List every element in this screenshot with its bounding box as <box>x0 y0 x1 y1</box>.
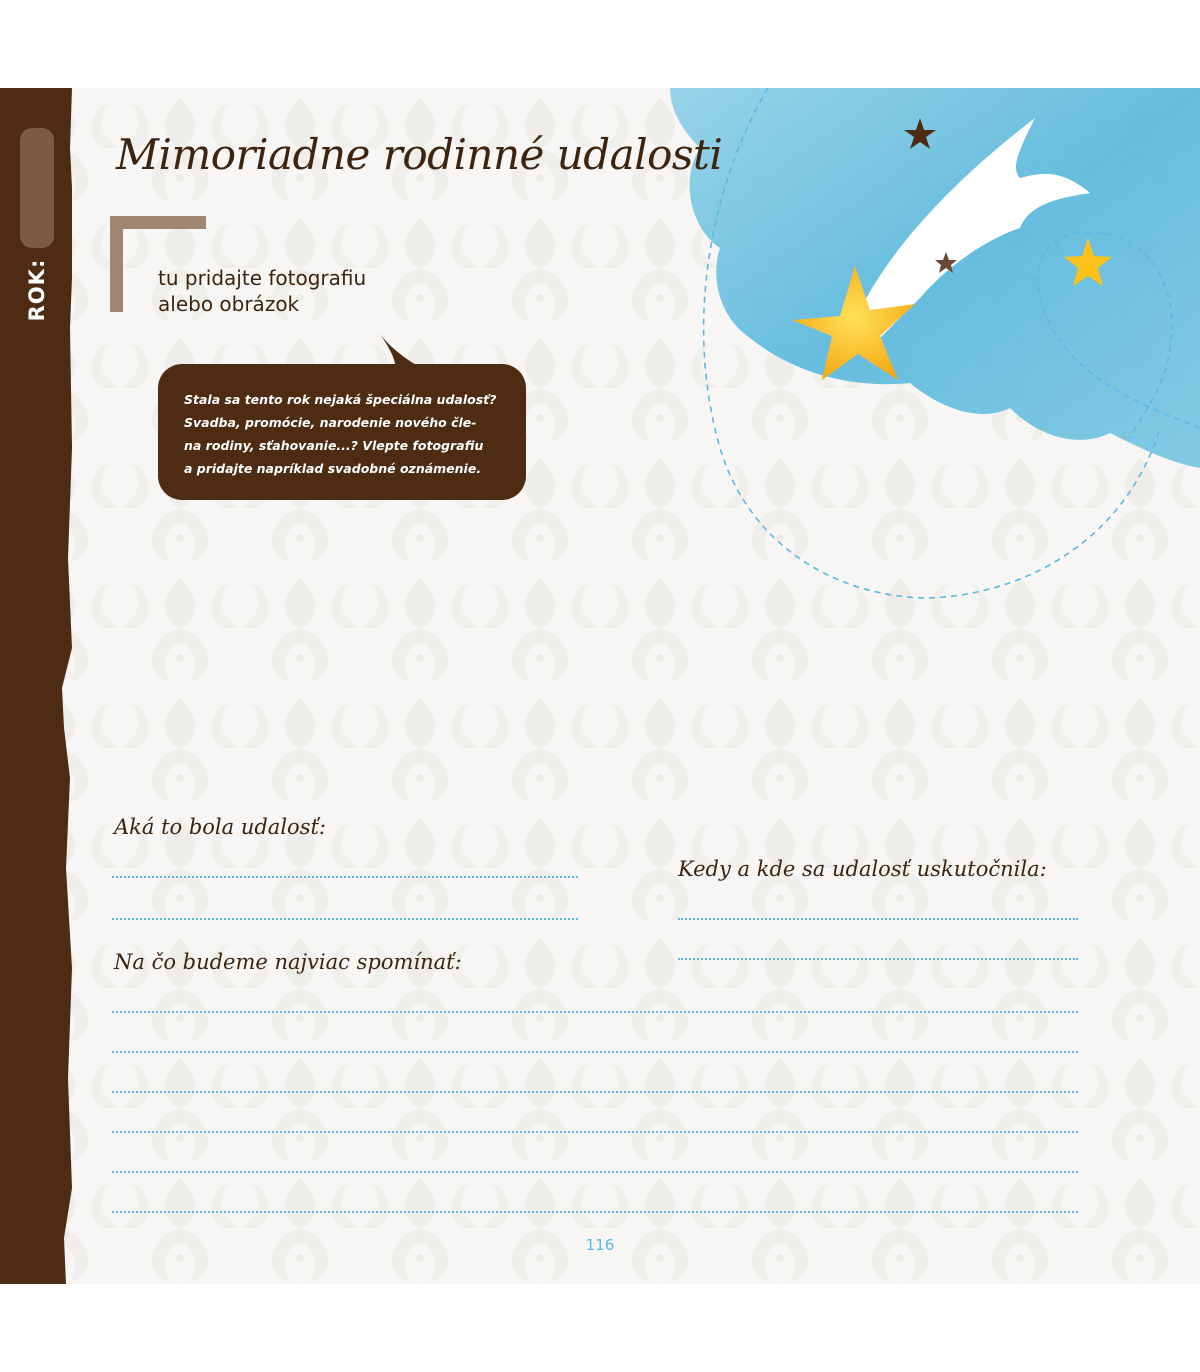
answer-line-remember-3[interactable] <box>112 1091 1078 1093</box>
bubble-line-1: Stala sa tento rok nejaká špeciálna udalosť? <box>184 392 497 407</box>
question-remember: Na čo budeme najviac spomínať: <box>114 950 462 974</box>
sky-decoration <box>660 88 1200 628</box>
answer-line-remember-4[interactable] <box>112 1131 1078 1133</box>
answer-line-remember-6[interactable] <box>112 1211 1078 1213</box>
answer-line-remember-5[interactable] <box>112 1171 1078 1173</box>
answer-line-remember-2[interactable] <box>112 1051 1078 1053</box>
answer-line-event-1[interactable] <box>112 876 578 878</box>
photo-hint-line-1: tu pridajte fotografiu <box>158 266 367 290</box>
speech-bubble <box>158 364 526 500</box>
answer-line-remember-1[interactable] <box>112 1011 1078 1013</box>
page-title: Mimoriadne rodinné udalosti <box>116 130 723 179</box>
page-number: 116 <box>585 1236 615 1254</box>
bubble-line-4: a pridajte napríklad svadobné oznámenie. <box>184 461 482 476</box>
year-label: ROK: <box>25 258 49 322</box>
question-when-where: Kedy a kde sa udalosť uskutočnila: <box>678 857 1047 881</box>
bubble-line-3: na rodiny, sťahovanie...? Vlepte fotografiu <box>184 438 484 453</box>
answer-line-event-2[interactable] <box>112 918 578 920</box>
answer-line-when-where-1[interactable] <box>678 918 1078 920</box>
photo-hint-line-2: alebo obrázok <box>158 292 300 316</box>
question-event: Aká to bola udalosť: <box>114 815 326 839</box>
answer-line-when-where-2[interactable] <box>678 958 1078 960</box>
bubble-line-2: Svadba, promócie, narodenie nového čle- <box>184 415 477 430</box>
year-write-field <box>20 128 54 248</box>
photo-placeholder-hint <box>158 265 366 317</box>
